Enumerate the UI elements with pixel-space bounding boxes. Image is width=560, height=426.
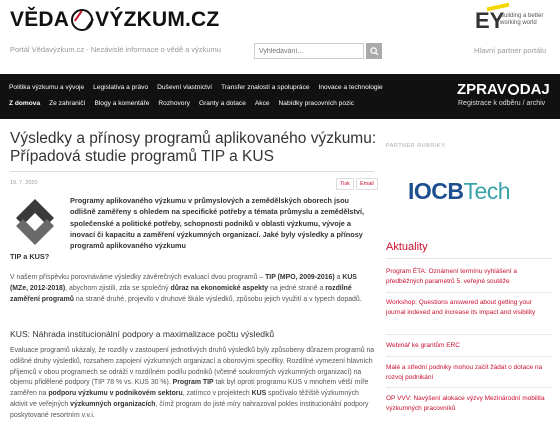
text-run-bold: KUS [251, 390, 267, 398]
article-date: 19. 7. 2020 [10, 180, 38, 186]
nav-row-sections [9, 100, 363, 107]
ey-slogan [500, 13, 543, 27]
text-run: na straně druhé, projevilo v druhové škále výsledků, způsobu jejich využití a v typech dopadů. [73, 295, 362, 303]
nav-item[interactable]: Inovace a technologie [318, 84, 383, 91]
zpravodaj-logo[interactable] [457, 81, 550, 98]
text-run: spočívalo těžiště výzkumných aktivit ve veřejných [10, 390, 359, 408]
nav-item[interactable]: Ze zahraničí [49, 100, 86, 107]
main-partner-label: Hlavní partner portálu [474, 46, 547, 55]
logo-text-right: VÝZKUM.CZ [95, 8, 220, 31]
article-paragraph-1 [10, 273, 376, 305]
print-button[interactable]: Tisk [336, 178, 354, 190]
nav-item[interactable]: Blogy a komentáře [94, 100, 150, 107]
text-run: V našem příspěvku porovnáváme výsledky závěrečných evaluací dvou programů – [10, 274, 266, 281]
text-run: Evaluace programů ukázaly, že rozdíly v zastoupení jednotlivých druhů výsledků byly způsobeny důrazem programů na odlišné druhy výsledků, rozsahem zapojení výzkumných organizací a oborovými specifiky. Rozdílné vymezení hlavních příjemců v obou programech se odráží v rozdílném podílu podniků (včetně soukromých výzkumných organizací) na objemu přidělené podpory (TIP 78 % vs. KUS 30 %). [10, 347, 375, 387]
zpravodaj-left: ZPRAV [457, 81, 507, 98]
news-divider [386, 387, 552, 388]
search-button[interactable] [366, 43, 382, 59]
text-run-bold: důraz na ekonomické aspekty [170, 284, 269, 292]
zpravodaj-circle-icon [508, 84, 519, 95]
search-icon [370, 47, 379, 56]
aktuality-heading: Aktuality [386, 241, 428, 253]
article-lead: Programy aplikovaného výzkumu v průmyslových a zemědělských oborech jsou odlišně zaměřeny s ohledem na specifické potřeby a témata průmyslu a zemědělství, společenské a politické potřeby, schopnosti podniků v oblasti výzkumu, vývoje a inovací či kapacitu a zaměření výzkumných organizací. Jaké byly výsledky a přínosy programů aplikovaného výzkumu [70, 196, 365, 251]
text-run: na jedné straně a [268, 284, 326, 292]
zpravodaj-subscribe-link[interactable]: Registrace k odběru / archiv [458, 100, 546, 107]
site-logo[interactable] [10, 8, 219, 32]
nav-item[interactable]: Granty a dotace [198, 100, 246, 107]
text-run: , čímž program do jisté míry nahrazoval pokles institucionální podpory poskytované resortním v.v.i. [10, 400, 369, 419]
ey-slogan-line2: working world [500, 20, 537, 26]
article-paragraph-2 [10, 346, 376, 422]
text-run-bold: podporu výzkumu v podnikovém sektoru [48, 390, 183, 398]
email-button[interactable]: Email [356, 178, 378, 190]
iocb-tech-logo[interactable] [408, 178, 510, 205]
search-input[interactable] [254, 43, 364, 59]
nav-item[interactable]: Duševní vlastnictví [157, 84, 213, 91]
partner-label: PARTNER RUBRIKY: [386, 143, 447, 149]
article-subheading: KUS: Náhrada institucionální podpory a maximalizace počtu výsledků [10, 329, 275, 339]
text-run-bold: výzkumných organizacích [70, 400, 156, 408]
aktuality-divider [386, 258, 552, 259]
dna-icon [71, 9, 93, 31]
news-divider [386, 356, 552, 357]
article-title: Výsledky a přínosy programů aplikovaného výzkumu: Případová studie programů TIP a KUS [10, 130, 377, 165]
text-run: a [334, 274, 343, 281]
tacr-logo-icon [10, 197, 60, 247]
news-item[interactable]: Workshop: Questions answered about getting your journal indexed and increase its impact and visibility [386, 299, 536, 316]
nav-item[interactable]: Akce [254, 100, 270, 107]
text-run-bold: rozdílné zaměření programů [10, 284, 352, 303]
news-item[interactable]: Webinář ke grantům ERC [386, 342, 460, 349]
site-tagline: Portál Vědavýzkum.cz - Nezávislé informace o vědě a výzkumu [10, 45, 221, 54]
article-lead-end: TIP a KUS? [10, 252, 50, 261]
text-run: tak byl oproti programu KUS v mnohem větší míře zaměřen na [10, 379, 369, 398]
title-divider [10, 171, 374, 172]
nav-item[interactable]: Nabídky pracovních pozic [278, 100, 355, 107]
logo-text-left: VĚDA [10, 8, 70, 31]
nav-item-active[interactable]: Z domova [9, 100, 41, 107]
text-run-bold: KUS (MZe, 2012-2018) [10, 274, 357, 292]
news-divider [386, 292, 552, 293]
ey-slogan-line1: Building a better [500, 13, 544, 19]
text-run: , zatímco v projektech [182, 390, 252, 398]
iocb-logo-a: IOCB [408, 178, 464, 204]
nav-item[interactable]: Transfer znalostí a spolupráce [221, 84, 310, 91]
iocb-logo-b: Tech [463, 178, 511, 204]
text-run-bold: TIP (MPO, 2009-2016) [265, 274, 335, 281]
text-run-bold: Program TIP [172, 379, 214, 387]
news-item[interactable]: OP VVV: Navýšení alokace výzvy Mezinárodní mobilita výzkumných pracovníků [386, 395, 545, 412]
news-item[interactable]: Malé a střední podniky mohou začít žádat o dotace na rozvoj podnikání [386, 364, 543, 381]
zpravodaj-right: DAJ [519, 81, 550, 98]
nav-row-topics [9, 84, 392, 91]
news-divider [386, 334, 552, 335]
news-item[interactable]: Program ÉTA: Oznámení termínu vyhlášení a předběžných parametrů 5. veřejné soutěže [386, 268, 518, 285]
nav-item[interactable]: Politika výzkumu a vývoje [9, 84, 85, 91]
text-run: , abychom zjistili, zda se společný [65, 284, 171, 292]
ey-logo[interactable]: EY [475, 8, 505, 33]
nav-item[interactable]: Rozhovory [158, 100, 190, 107]
nav-item[interactable]: Legislativa a právo [93, 84, 149, 91]
